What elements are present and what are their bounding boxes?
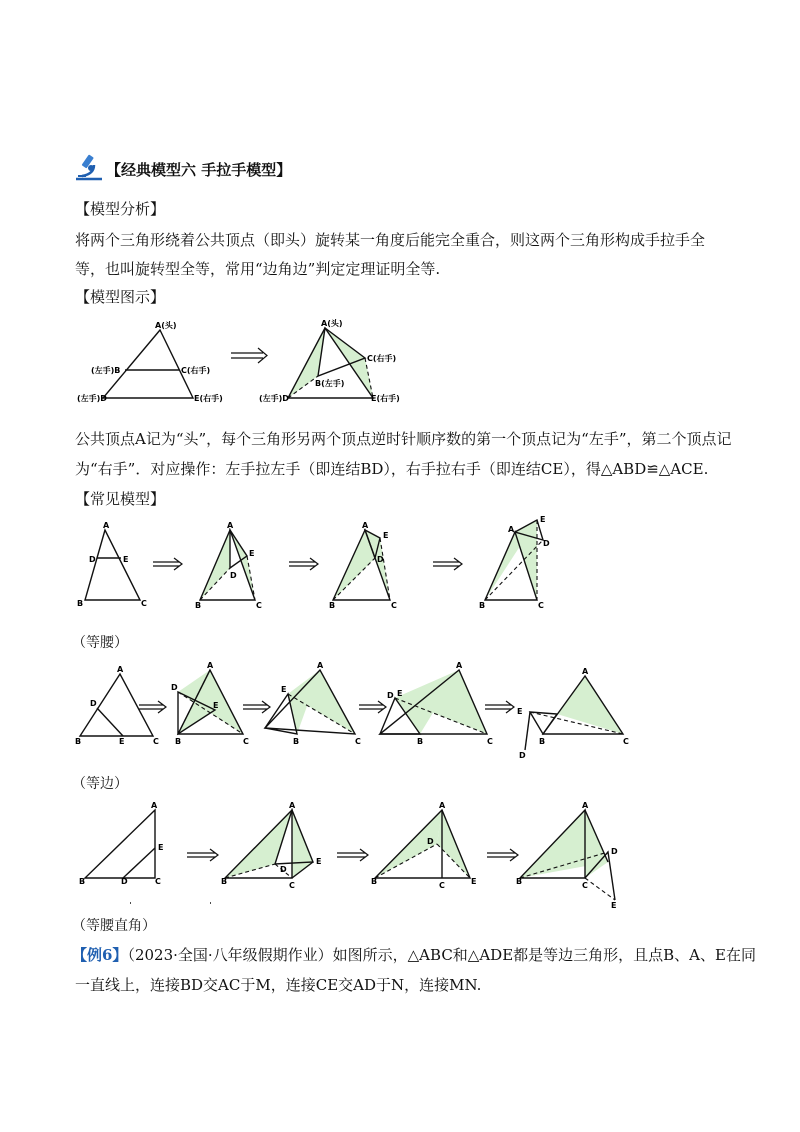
vertex-label: C bbox=[439, 881, 445, 890]
triangle-figure bbox=[479, 515, 550, 610]
vertex-label: E bbox=[517, 707, 523, 716]
vertex-label: A bbox=[289, 801, 296, 810]
triangle-figure bbox=[171, 661, 249, 746]
vertex-label: A bbox=[508, 525, 515, 534]
example-line2: 一直线上，连接BD交AC于M，连接CE交AD于N，连接MN. bbox=[75, 976, 482, 994]
common-heading: 【常见模型】 bbox=[75, 490, 166, 508]
triangle-figure bbox=[221, 801, 321, 890]
model-figure-left bbox=[77, 320, 223, 403]
vertex-label: A bbox=[227, 521, 234, 530]
vertex-label: E bbox=[213, 701, 219, 710]
vertex-label: C bbox=[141, 599, 147, 608]
vertex-label: B bbox=[195, 601, 202, 610]
example-text-line1: （2023·全国·八年级假期作业）如图所示，△ABC和△ADE都是等边三角形，且点B、A、E在同 bbox=[127, 946, 756, 964]
vertex-label: B bbox=[417, 737, 424, 746]
vertex-label: D bbox=[90, 699, 97, 708]
double-arrow-icon bbox=[231, 348, 267, 363]
vertex-label: C bbox=[538, 601, 544, 610]
vertex-label: A bbox=[582, 801, 589, 810]
vertex-label: E bbox=[611, 901, 617, 910]
vertex-label: A bbox=[456, 661, 463, 670]
label-E-right: E(右手) bbox=[371, 394, 400, 403]
explanation-line1: 公共顶点A记为“头”，每个三角形另两个顶点逆时针顺序数的第一个顶点记为“左手”，第二个顶点记 bbox=[75, 430, 732, 448]
vertex-label: E bbox=[123, 555, 129, 564]
vertex-label: D bbox=[519, 751, 526, 760]
double-arrow-icon bbox=[359, 701, 386, 713]
section-header bbox=[72, 152, 472, 182]
vertex-label: E bbox=[249, 549, 255, 558]
vertex-label: D bbox=[89, 555, 96, 564]
vertex-label: B bbox=[516, 877, 523, 886]
vertex-label: D bbox=[121, 877, 128, 886]
vertex-label: B bbox=[329, 601, 336, 610]
explanation-line2: 为“右手”．对应操作：左手拉左手（即连结BD），右手拉右手（即连结CE），得△ABD≌△ACE. bbox=[75, 460, 709, 478]
vertex-label: E bbox=[383, 531, 389, 540]
vertex-label: B bbox=[371, 877, 378, 886]
double-arrow-icon bbox=[487, 849, 518, 861]
triangle-figure bbox=[380, 661, 493, 746]
vertex-label: E bbox=[540, 515, 546, 524]
vertex-label: D bbox=[427, 837, 434, 846]
vertex-label: B bbox=[79, 877, 86, 886]
caption-equilateral: （等边） bbox=[72, 776, 128, 792]
double-arrow-icon bbox=[337, 849, 368, 861]
vertex-label: C bbox=[289, 881, 295, 890]
vertex-label: C bbox=[623, 737, 629, 746]
double-arrow-icon bbox=[433, 558, 462, 570]
vertex-label: B bbox=[75, 737, 82, 746]
vertex-label: A bbox=[317, 661, 324, 670]
vertex-label: B bbox=[77, 599, 84, 608]
vertex-label: C bbox=[256, 601, 262, 610]
arrow-right bbox=[231, 348, 267, 363]
triangle-figure bbox=[265, 661, 361, 746]
label-D-right: (左手)D bbox=[259, 394, 289, 403]
example-line1 bbox=[72, 944, 756, 966]
vertex-label: A bbox=[117, 665, 124, 674]
label-A-left: A(头) bbox=[155, 321, 177, 330]
label-E-left: E(右手) bbox=[194, 394, 223, 403]
caption-isosceles-right: （等腰直角） bbox=[72, 918, 156, 934]
triangle-figure bbox=[329, 521, 397, 610]
vertex-label: B bbox=[479, 601, 486, 610]
vertex-label: B bbox=[221, 877, 228, 886]
triangle-figure bbox=[77, 521, 147, 608]
label-C-left: C(右手) bbox=[181, 366, 211, 375]
vertex-label: D bbox=[280, 865, 287, 874]
vertex-label: C bbox=[391, 601, 397, 610]
vertex-label: C bbox=[355, 737, 361, 746]
triangle-figure bbox=[195, 521, 262, 610]
vertex-label: B bbox=[539, 737, 546, 746]
vertex-label: E bbox=[397, 689, 403, 698]
vertex-label: C bbox=[582, 881, 588, 890]
vertex-label: A bbox=[439, 801, 446, 810]
equilateral-figures bbox=[75, 662, 725, 762]
vertex-label: C bbox=[153, 737, 159, 746]
vertex-label: C bbox=[487, 737, 493, 746]
label-B-left: (左手)B bbox=[91, 366, 121, 375]
triangle-figure bbox=[517, 667, 629, 760]
double-arrow-icon bbox=[289, 558, 318, 570]
vertex-label: D bbox=[377, 555, 384, 564]
triangle-figure bbox=[371, 801, 476, 890]
model-figure-right bbox=[259, 318, 400, 403]
microscope-icon bbox=[72, 152, 104, 182]
vertex-label: E bbox=[119, 737, 125, 746]
analysis-body: 将两个三角形绕着公共顶点（即头）旋转某一角度后能完全重合，则这两个三角形构成手拉手全等，也叫旋转型全等，常用“边角边”判定定理证明全等. bbox=[75, 231, 706, 278]
vertex-label: E bbox=[471, 877, 477, 886]
vertex-label: A bbox=[151, 801, 158, 810]
vertex-label: E bbox=[316, 857, 322, 866]
label-C-right: C(右手) bbox=[367, 354, 397, 363]
vertex-label: A bbox=[103, 521, 110, 530]
vertex-label: B bbox=[293, 737, 300, 746]
double-arrow-icon bbox=[187, 849, 218, 861]
vertex-label: C bbox=[243, 737, 249, 746]
double-arrow-icon bbox=[243, 701, 270, 713]
vertex-label: D bbox=[230, 571, 237, 580]
vertex-label: D bbox=[387, 691, 394, 700]
double-arrow-icon bbox=[485, 701, 514, 713]
vertex-label: E bbox=[158, 843, 164, 852]
analysis-heading: 【模型分析】 bbox=[75, 200, 166, 218]
double-arrow-icon bbox=[139, 701, 166, 713]
label-B-right: B(左手) bbox=[315, 379, 345, 388]
vertex-label: E bbox=[281, 685, 287, 694]
double-arrow-icon bbox=[153, 558, 182, 570]
vertex-label: D bbox=[171, 683, 178, 692]
example-tag: 【例6】 bbox=[72, 946, 128, 964]
vertex-label: A bbox=[207, 661, 214, 670]
caption-isosceles: （等腰） bbox=[72, 635, 128, 651]
vertex-label: D bbox=[611, 847, 618, 856]
label-D-left: (左手)D bbox=[77, 394, 107, 403]
label-A-right: A(头) bbox=[321, 319, 343, 328]
isosceles-right-figures bbox=[75, 800, 725, 910]
isosceles-figures bbox=[75, 515, 725, 618]
triangle-figure bbox=[79, 801, 211, 903]
vertex-label: A bbox=[582, 667, 589, 676]
diagram-heading: 【模型图示】 bbox=[75, 288, 166, 306]
triangle-figure bbox=[516, 801, 618, 910]
model-figure bbox=[75, 318, 725, 408]
vertex-label: A bbox=[362, 521, 369, 530]
vertex-label: C bbox=[155, 877, 161, 886]
vertex-label: D bbox=[543, 539, 550, 548]
vertex-label: B bbox=[175, 737, 182, 746]
section-title: 【经典模型六 手拉手模型】 bbox=[106, 161, 292, 179]
